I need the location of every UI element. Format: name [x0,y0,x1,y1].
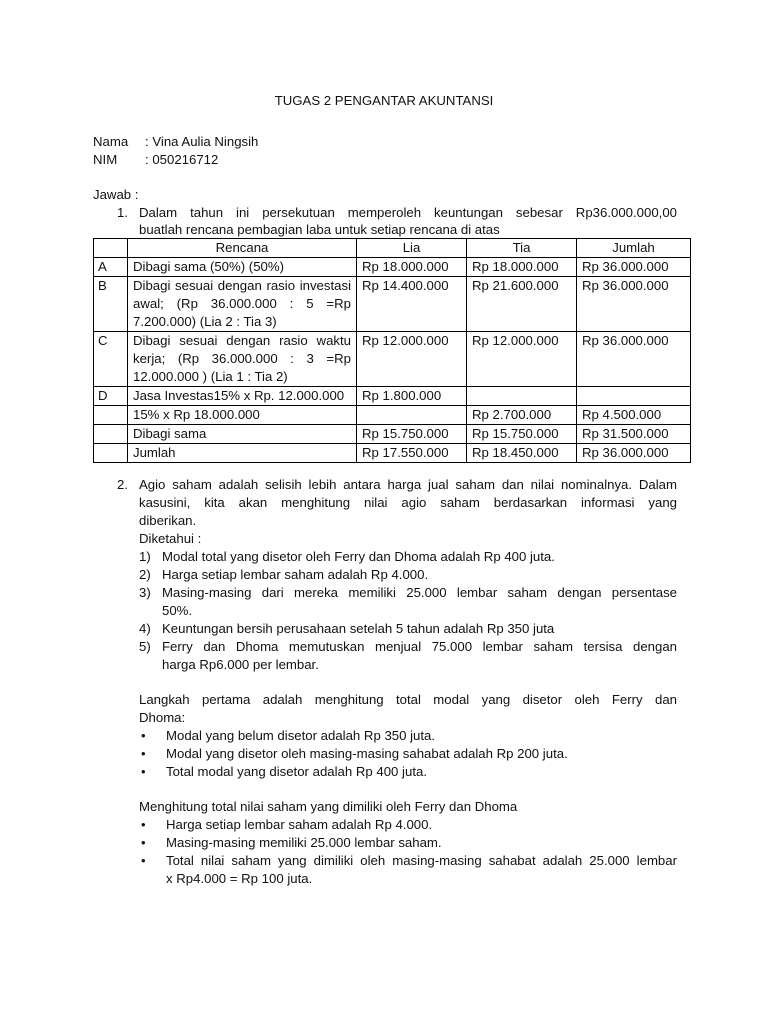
table-header-row [94,239,691,258]
row-lia: Rp 18.000.000 [357,258,467,277]
row-rencana: 15% x Rp 18.000.000 [128,406,357,425]
q2-intro-line2: kasusini, kita akan menghitung nilai agio saham berdasarkan informasi yang [139,495,677,510]
bullet-icon: • [141,835,146,850]
table-row [94,387,691,406]
row-tia: Rp 2.700.000 [467,406,577,425]
q2-intro-line1: Agio saham adalah selisih lebih antara harga jual saham dan nilai nominalnya. Dalam [139,477,677,492]
header-rencana: Rencana [128,239,357,258]
nim-label: NIM [93,152,118,167]
list-item-number: 4) [139,621,151,636]
q1-line1: Dalam tahun ini persekutuan memperoleh keuntungan sebesar Rp36.000.000,00 [139,205,677,220]
nama-row [93,133,258,151]
list-item-text-cont: harga Rp6.000 per lembar. [162,657,319,672]
row-rencana: Dibagi sesuai dengan rasio waktu kerja; (Rp 36.000.000 : 3 =Rp 12.000.000 ) (Lia 1 : Tia 2) [128,332,357,387]
row-jumlah: Rp 36.000.000 [577,258,691,277]
row-jumlah: Rp 4.500.000 [577,406,691,425]
table-row [94,406,691,425]
header-lia: Lia [357,239,467,258]
table-row [94,332,691,387]
nama-label: Nama [93,134,129,149]
nama-value: : Vina Aulia Ningsih [145,134,259,149]
diketahui-label: Diketahui : [139,531,202,546]
bullet-icon: • [141,728,146,743]
row-jumlah: Rp 36.000.000 [577,444,691,463]
row-rencana: Dibagi sama [128,425,357,444]
row-rencana: Dibagi sama (50%) (50%) [128,258,357,277]
bullet-item-cont: x Rp4.000 = Rp 100 juta. [166,871,313,886]
row-jumlah [577,387,691,406]
bullet-item: Harga setiap lembar saham adalah Rp 4.000. [166,817,433,832]
document-title: TUGAS 2 PENGANTAR AKUNTANSI [274,93,494,108]
q1-number: 1. [117,205,128,220]
table-row [94,444,691,463]
list-item-number: 5) [139,639,151,654]
row-code: D [94,387,128,406]
table-row [94,425,691,444]
row-tia: Rp 12.000.000 [467,332,577,387]
row-jumlah: Rp 31.500.000 [577,425,691,444]
table-row [94,277,691,332]
row-lia: Rp 14.400.000 [357,277,467,332]
row-tia: Rp 15.750.000 [467,425,577,444]
row-lia: Rp 1.800.000 [357,387,467,406]
list-item-text: Harga setiap lembar saham adalah Rp 4.000. [162,567,429,582]
q2-number: 2. [117,477,128,492]
profit-sharing-table [93,238,691,463]
row-code: A [94,258,128,277]
step2-title: Menghitung total nilai saham yang dimiliki oleh Ferry dan Dhoma [139,799,518,814]
header-code [94,239,128,258]
q1-line2: buatlah rencana pembagian laba untuk setiap rencana di atas [139,222,500,237]
table-row [94,258,691,277]
jawab-label: Jawab : [93,187,139,202]
list-item-number: 1) [139,549,151,564]
row-rencana: Jumlah [128,444,357,463]
step1-line1: Langkah pertama adalah menghitung total modal yang disetor oleh Ferry dan [139,692,677,707]
row-lia: Rp 15.750.000 [357,425,467,444]
row-code: C [94,332,128,387]
header-jumlah: Jumlah [577,239,691,258]
row-rencana: Jasa Investas15% x Rp. 12.000.000 [128,387,357,406]
q2-intro-line3: diberikan. [139,513,197,528]
row-jumlah: Rp 36.000.000 [577,277,691,332]
row-code [94,444,128,463]
row-tia: Rp 18.000.000 [467,258,577,277]
list-item-number: 2) [139,567,151,582]
bullet-icon: • [141,764,146,779]
bullet-item: Modal yang disetor oleh masing-masing sahabat adalah Rp 200 juta. [166,746,568,761]
list-item-text: Keuntungan bersih perusahaan setelah 5 tahun adalah Rp 350 juta [162,621,555,636]
bullet-item: Masing-masing memiliki 25.000 lembar saham. [166,835,442,850]
list-item-text: Masing-masing dari mereka memiliki 25.000 lembar saham dengan persentase [162,585,677,600]
bullet-item: Total nilai saham yang dimiliki oleh masing-masing sahabat adalah 25.000 lembar [166,853,677,868]
step1-line2: Dhoma: [139,710,186,725]
row-lia: Rp 12.000.000 [357,332,467,387]
row-lia: Rp 17.550.000 [357,444,467,463]
list-item-number: 3) [139,585,151,600]
row-code [94,406,128,425]
list-item-text-cont: 50%. [162,603,193,618]
bullet-icon: • [141,746,146,761]
header-tia: Tia [467,239,577,258]
row-jumlah: Rp 36.000.000 [577,332,691,387]
bullet-icon: • [141,853,146,868]
bullet-icon: • [141,817,146,832]
row-code: B [94,277,128,332]
row-code [94,425,128,444]
row-tia [467,387,577,406]
bullet-item: Total modal yang disetor adalah Rp 400 juta. [166,764,427,779]
row-rencana: Dibagi sesuai dengan rasio investasi awal; (Rp 36.000.000 : 5 =Rp 7.200.000) (Lia 2 : Tia 3) [128,277,357,332]
nim-value: : 050216712 [145,152,219,167]
list-item-text: Ferry dan Dhoma memutuskan menjual 75.000 lembar saham tersisa dengan [162,639,677,654]
list-item-text: Modal total yang disetor oleh Ferry dan Dhoma adalah Rp 400 juta. [162,549,555,564]
bullet-item: Modal yang belum disetor adalah Rp 350 juta. [166,728,436,743]
row-lia [357,406,467,425]
nim-row [93,151,218,169]
row-tia: Rp 18.450.000 [467,444,577,463]
row-tia: Rp 21.600.000 [467,277,577,332]
